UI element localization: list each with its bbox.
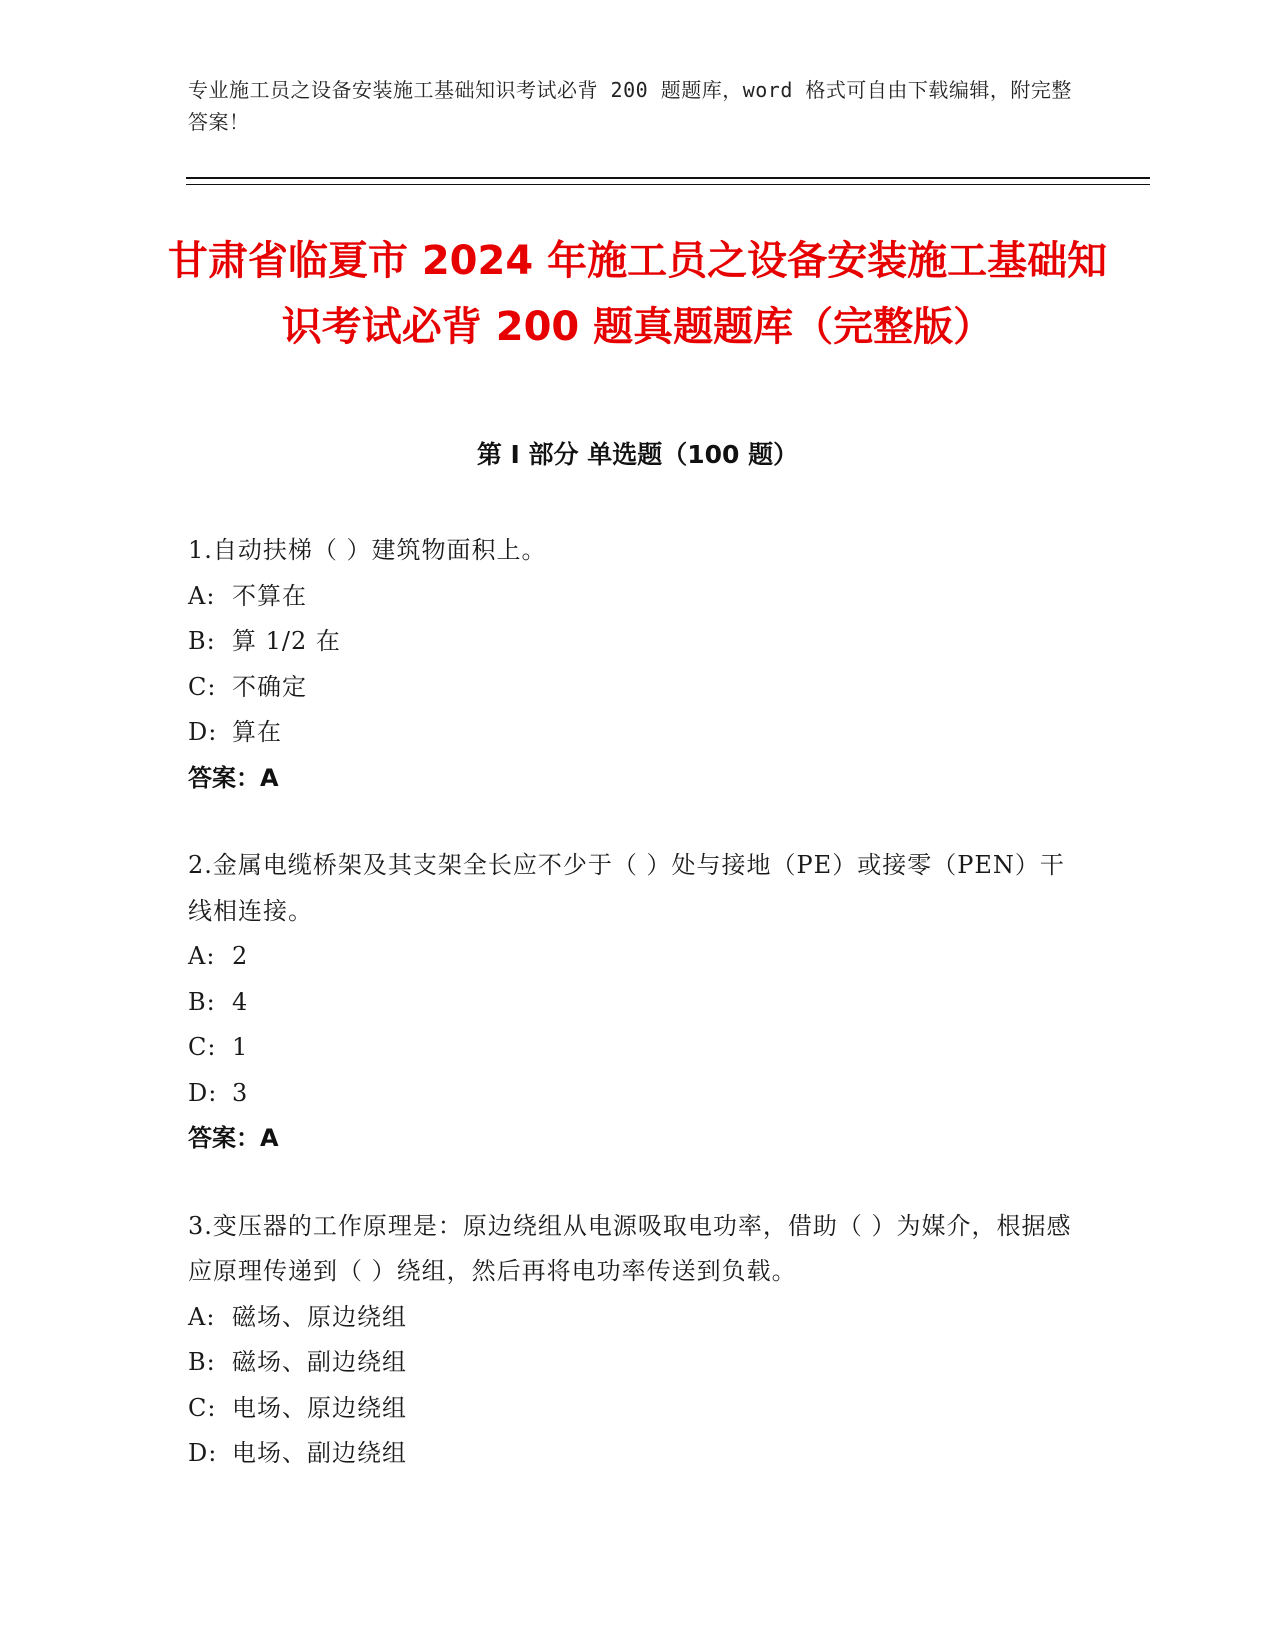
option-text: 3: [232, 1078, 249, 1107]
option-text: 磁场、原边绕组: [232, 1302, 407, 1331]
question-stem: 3.变压器的工作原理是：原边绕组从电源吸取电功率，借助（ ）为媒介，根据感应原理传递到（ ）绕组，然后再将电功率传送到负载。: [188, 1211, 1072, 1285]
question-stem: 2.金属电缆桥架及其支架全长应不少于（ ）处与接地（PE）或接零（PEN）干线相连接。: [188, 851, 1065, 925]
option-letter: C:: [188, 1033, 217, 1061]
document-title: 甘肃省临夏市 2024 年施工员之设备安装施工基础知识考试必背 200 题真题题库（完整版）: [167, 238, 1108, 350]
option-a: [188, 934, 1088, 980]
option-d: [188, 710, 1088, 756]
option-text: 算 1/2 在: [232, 627, 341, 655]
answer-line: 答案：A: [188, 763, 279, 792]
option-d: [188, 1071, 1088, 1117]
option-letter: B:: [188, 987, 216, 1016]
question-item: [188, 1204, 1088, 1477]
option-text: 不确定: [232, 672, 307, 701]
option-letter: A:: [188, 1302, 216, 1331]
option-c: [188, 1386, 1088, 1432]
option-text: 磁场、副边绕组: [232, 1348, 407, 1376]
option-letter: B:: [188, 627, 216, 655]
option-a: [188, 574, 1088, 620]
question-list: [188, 528, 1088, 1519]
option-a: [188, 1295, 1088, 1341]
option-text: 电场、副边绕组: [232, 1439, 407, 1467]
answer-line: 答案：A: [188, 1124, 279, 1152]
option-b: [188, 1340, 1088, 1386]
option-letter: B:: [188, 1348, 216, 1376]
section-heading: 第 I 部分 单选题（100 题）: [476, 440, 799, 469]
header-divider-thin: [186, 184, 1150, 185]
option-text: 算在: [232, 718, 282, 746]
option-text: 4: [232, 987, 249, 1016]
option-text: 2: [232, 942, 249, 970]
question-stem: 1.自动扶梯（ ）建筑物面积上。: [188, 536, 547, 564]
option-letter: A:: [188, 581, 216, 610]
option-b: [188, 980, 1088, 1026]
option-letter: D:: [188, 1078, 218, 1107]
option-letter: D:: [188, 718, 218, 746]
option-letter: C:: [188, 672, 217, 701]
option-c: [188, 665, 1088, 711]
option-d: [188, 1431, 1088, 1477]
option-letter: A:: [188, 942, 216, 970]
question-item: [188, 528, 1088, 801]
option-b: [188, 619, 1088, 665]
header-divider-thick: [186, 177, 1150, 179]
option-text: 不算在: [232, 581, 307, 610]
option-text: 电场、原边绕组: [232, 1393, 407, 1422]
header-note: 专业施工员之设备安装施工基础知识考试必背 200 题题库，word 格式可自由下载编辑，附完整答案！: [188, 78, 1072, 134]
option-c: [188, 1025, 1088, 1071]
option-text: 1: [232, 1033, 249, 1061]
option-letter: D:: [188, 1439, 218, 1467]
question-item: [188, 843, 1088, 1162]
option-letter: C:: [188, 1393, 217, 1422]
